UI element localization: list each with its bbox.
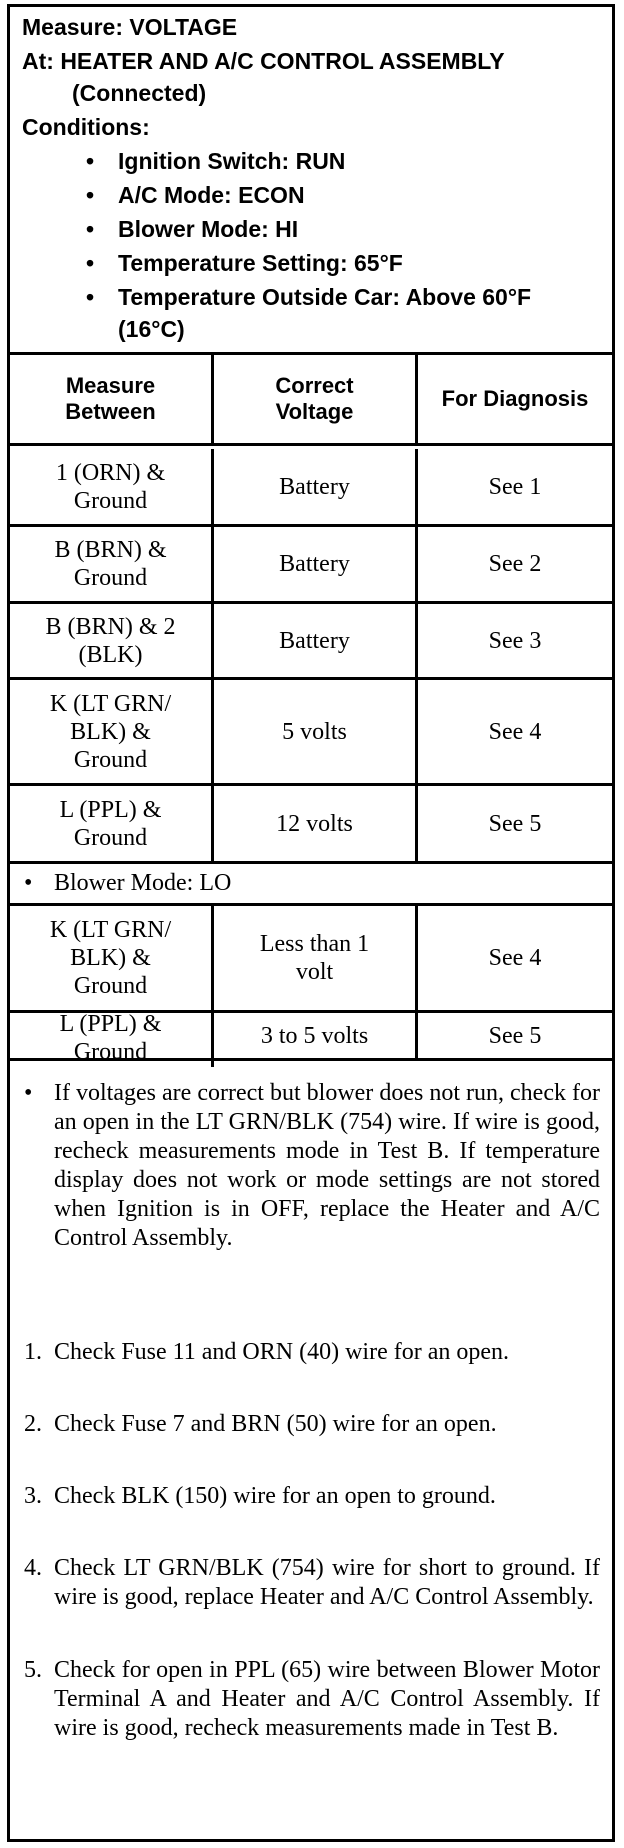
- column-header-for-diagnosis: For Diagnosis: [441, 386, 589, 411]
- measure-between-cell: L (PPL) & Ground: [10, 1009, 214, 1067]
- diagnosis-cell: See 4: [488, 718, 542, 745]
- correct-voltage-cell: Battery: [214, 527, 418, 601]
- table-row: [10, 604, 612, 680]
- table-row: [10, 906, 612, 1013]
- diagnosis-cell: See 1: [488, 473, 542, 500]
- condition-item: • A/C Mode: ECON: [86, 182, 305, 208]
- diagnosis-step-4: 4. Check LT GRN/BLK (754) wire for short to ground. If wire is good, replace Heater and A/C Control Assembly.: [24, 1555, 600, 1610]
- correct-voltage-cell: 12 volts: [214, 786, 418, 861]
- condition-item: • Ignition Switch: RUN: [86, 148, 346, 174]
- correct-voltage-cell: 3 to 5 volts: [214, 1013, 418, 1058]
- diagnosis-cell: See 5: [488, 810, 542, 837]
- measure-between-cell: B (BRN) & Ground: [10, 527, 214, 601]
- diagnosis-cell: See 4: [488, 945, 542, 971]
- diagnosis-cell: See 3: [488, 627, 542, 654]
- table-row: [10, 680, 612, 786]
- connected-note: (Connected): [72, 80, 207, 106]
- conditions-label: Conditions:: [22, 114, 150, 140]
- diagnosis-cell: See 5: [488, 1022, 542, 1049]
- correct-voltage-cell: Less than 1 volt: [214, 906, 418, 1010]
- column-header-correct-voltage: Correct Voltage: [214, 355, 418, 443]
- diagnosis-cell: See 2: [488, 551, 542, 577]
- diagnosis-notes: [10, 1061, 612, 1839]
- column-header-measure-between: Measure Between: [10, 355, 214, 443]
- table-row: [10, 449, 612, 527]
- location-title: At: HEATER AND A/C CONTROL ASSEMBLY: [22, 48, 505, 74]
- correct-voltage-cell: Battery: [214, 604, 418, 677]
- correct-voltage-cell: Battery: [214, 449, 418, 524]
- condition-item: • Temperature Outside Car: Above 60°F: [86, 284, 532, 310]
- measure-between-cell: L (PPL) & Ground: [10, 786, 214, 861]
- table-row: [10, 527, 612, 604]
- bullet-marker: •: [24, 1080, 33, 1106]
- test-header: [10, 7, 612, 355]
- diagnosis-step-3: 3. Check BLK (150) wire for an open to ground.: [24, 1483, 496, 1509]
- measure-between-cell: 1 (ORN) & Ground: [10, 449, 214, 524]
- diagnosis-step-5: 5. Check for open in PPL (65) wire between Blower Motor Terminal A and Heater and A/C Control Assembly. If wire is good, recheck measurements made in Test B.: [24, 1657, 600, 1741]
- bullet-marker: •: [24, 870, 33, 896]
- condition-item: • Temperature Setting: 65°F: [86, 250, 403, 276]
- measure-between-cell: K (LT GRN/ BLK) & Ground: [10, 906, 214, 1010]
- condition-item-continued: (16°C): [118, 316, 185, 342]
- blower-mode-change-row: [10, 864, 612, 906]
- general-note: • If voltages are correct but blower does not run, check for an open in the LT GRN/BLK (754) wire. If wire is good, recheck measurements mode in Test B. If temperature display does not work or mode settings are not stored when Ignition is in OFF, replace the Heater and A/C Control Assembly.: [24, 1080, 600, 1251]
- measure-between-cell: B (BRN) & 2 (BLK): [10, 604, 214, 677]
- measure-title: Measure: VOLTAGE: [22, 14, 238, 40]
- diagnosis-step-1: 1. Check Fuse 11 and ORN (40) wire for an open.: [24, 1339, 510, 1365]
- correct-voltage-cell: 5 volts: [214, 680, 418, 783]
- diagnosis-step-2: 2. Check Fuse 7 and BRN (50) wire for an open.: [24, 1411, 497, 1437]
- table-header-row: [10, 355, 612, 446]
- blower-mode-lo-label: Blower Mode: LO: [54, 870, 232, 896]
- voltage-test-card: [7, 4, 615, 1842]
- table-row: [10, 786, 612, 864]
- measure-between-cell: K (LT GRN/ BLK) & Ground: [10, 680, 214, 783]
- table-row: [10, 1011, 612, 1065]
- condition-item: • Blower Mode: HI: [86, 216, 299, 242]
